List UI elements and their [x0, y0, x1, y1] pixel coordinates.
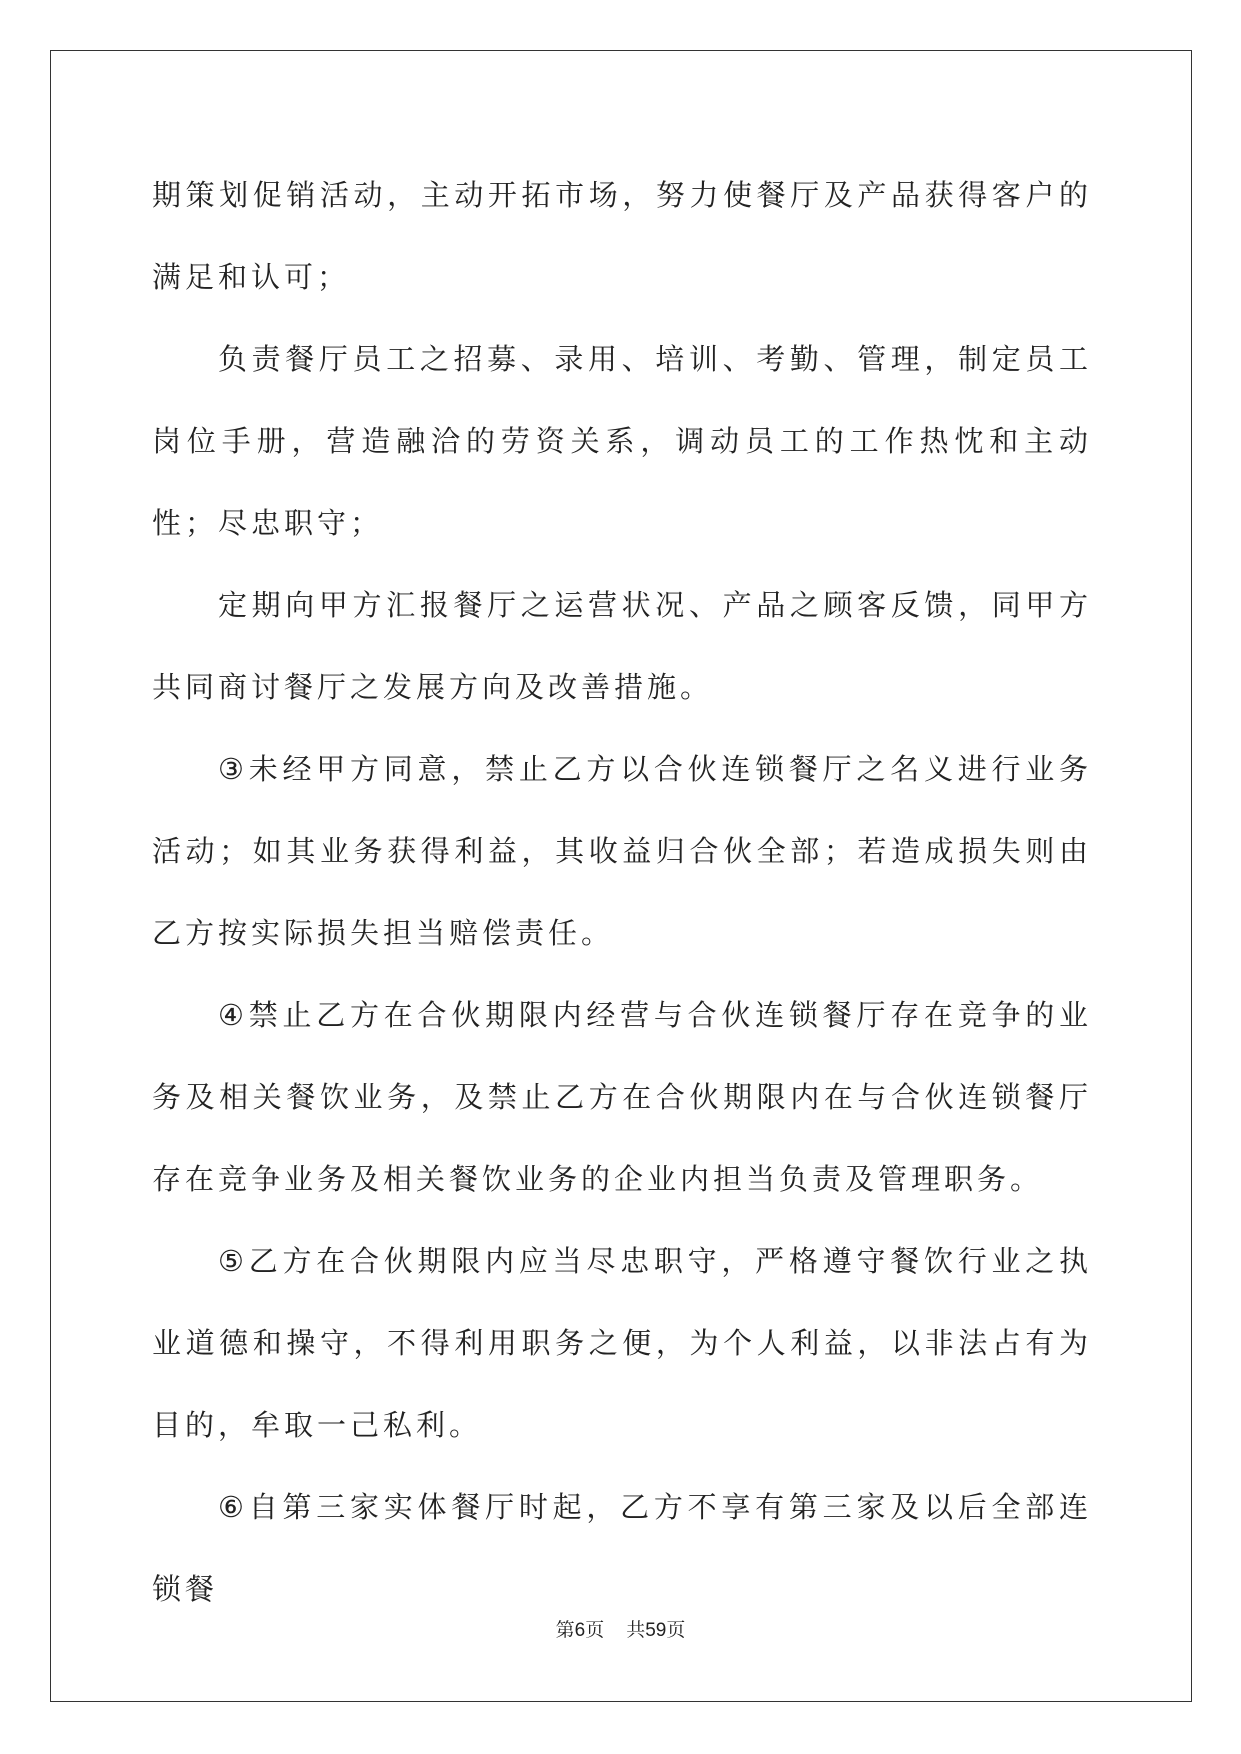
- page-prefix: 第: [555, 1619, 575, 1641]
- paragraph-5: ④禁止乙方在合伙期限内经营与合伙连锁餐厅存在竞争的业务及相关餐饮业务，及禁止乙方在合伙期限内在与合伙连锁餐厅存在竞争业务及相关餐饮业务的企业内担当负责及管理职务。: [152, 998, 1092, 1196]
- paragraph-3: 定期向甲方汇报餐厅之运营状况、产品之顾客反馈，同甲方共同商讨餐厅之发展方向及改善措施。: [152, 588, 1092, 704]
- page-footer: [0, 1615, 1241, 1642]
- document-body: [152, 154, 1092, 1630]
- page-number: 6: [574, 1620, 586, 1641]
- page-suffix: 页: [585, 1619, 605, 1641]
- paragraph-2: 负责餐厅员工之招募、录用、培训、考勤、管理，制定员工岗位手册，营造融洽的劳资关系，调动员工的工作热忱和主动性；尽忠职守；: [152, 342, 1092, 540]
- total-suffix: 页: [666, 1619, 686, 1641]
- total-pages: 59: [645, 1620, 667, 1641]
- paragraph-1: 期策划促销活动，主动开拓市场，努力使餐厅及产品获得客户的满足和认可；: [152, 178, 1092, 294]
- paragraph-7: ⑥自第三家实体餐厅时起，乙方不享有第三家及以后全部连锁餐: [152, 1490, 1092, 1606]
- paragraph-6: ⑤乙方在合伙期限内应当尽忠职守，严格遵守餐饮行业之执业道德和操守，不得利用职务之便，为个人利益，以非法占有为目的，牟取一己私利。: [152, 1244, 1092, 1442]
- total-prefix: 共: [626, 1619, 646, 1641]
- paragraph-4: ③未经甲方同意，禁止乙方以合伙连锁餐厅之名义进行业务活动；如其业务获得利益，其收益归合伙全部；若造成损失则由乙方按实际损失担当赔偿责任。: [152, 752, 1092, 950]
